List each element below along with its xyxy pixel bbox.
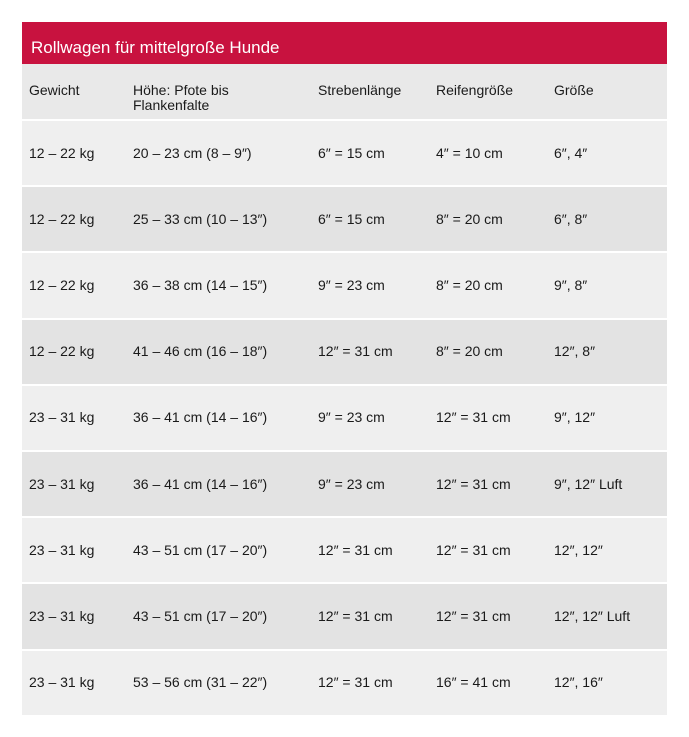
table-row [22, 649, 667, 715]
cell-size: 9″, 12″ Luft [554, 475, 623, 492]
cell-weight: 12 – 22 kg [29, 276, 95, 293]
cell-tire: 8″ = 20 cm [436, 210, 503, 227]
header-height [126, 83, 311, 113]
cell-weight: 12 – 22 kg [29, 144, 95, 161]
header-weight: Gewicht [29, 82, 80, 98]
cell-strut: 12″ = 31 cm [318, 607, 393, 624]
size-table [22, 22, 667, 715]
cell-strut: 12″ = 31 cm [318, 541, 393, 558]
cell-tire: 4″ = 10 cm [436, 144, 503, 161]
cell-tire: 12″ = 31 cm [436, 409, 511, 426]
cell-tire: 12″ = 31 cm [436, 607, 511, 624]
table-row [22, 516, 667, 582]
table-row [22, 582, 667, 648]
cell-height: 43 – 51 cm (17 – 20″) [133, 607, 268, 624]
cell-size: 6″, 8″ [554, 210, 588, 227]
header-strut-length: Strebenlänge [318, 82, 402, 98]
cell-height: 53 – 56 cm (31 – 22″) [133, 674, 268, 691]
table-row [22, 318, 667, 384]
cell-size: 6″, 4″ [554, 144, 588, 161]
cell-height: 41 – 46 cm (16 – 18″) [133, 343, 268, 360]
header-tire-size: Reifengröße [436, 82, 514, 98]
cell-strut: 12″ = 31 cm [318, 343, 393, 360]
cell-weight: 12 – 22 kg [29, 210, 95, 227]
header-size: Größe [554, 82, 594, 98]
cell-height: 36 – 41 cm (14 – 16″) [133, 409, 268, 426]
cell-tire: 8″ = 20 cm [436, 343, 503, 360]
cell-tire: 16″ = 41 cm [436, 674, 511, 691]
cell-size: 12″, 12″ [554, 541, 603, 558]
cell-weight: 23 – 31 kg [29, 607, 95, 624]
table-title: Rollwagen für mittelgroße Hunde [22, 22, 667, 64]
table-header-row [22, 64, 667, 119]
table-row [22, 384, 667, 450]
cell-size: 9″, 12″ [554, 409, 596, 426]
cell-weight: 23 – 31 kg [29, 541, 95, 558]
cell-height: 25 – 33 cm (10 – 13″) [133, 210, 268, 227]
header-height-line2: Flankenfalte [133, 97, 210, 113]
cell-height: 43 – 51 cm (17 – 20″) [133, 541, 268, 558]
cell-height: 20 – 23 cm (8 – 9″) [133, 144, 252, 161]
cell-strut: 6″ = 15 cm [318, 210, 385, 227]
cell-tire: 8″ = 20 cm [436, 276, 503, 293]
cell-weight: 23 – 31 kg [29, 409, 95, 426]
table-row [22, 185, 667, 251]
cell-strut: 12″ = 31 cm [318, 674, 393, 691]
cell-height: 36 – 38 cm (14 – 15″) [133, 276, 268, 293]
cell-size: 9″, 8″ [554, 276, 588, 293]
table-row [22, 119, 667, 185]
cell-weight: 23 – 31 kg [29, 475, 95, 492]
table-row [22, 450, 667, 516]
cell-size: 12″, 12″ Luft [554, 607, 631, 624]
cell-height: 36 – 41 cm (14 – 16″) [133, 475, 268, 492]
cell-tire: 12″ = 31 cm [436, 475, 511, 492]
cell-size: 12″, 8″ [554, 343, 596, 360]
cell-tire: 12″ = 31 cm [436, 541, 511, 558]
cell-strut: 9″ = 23 cm [318, 276, 385, 293]
table-row [22, 251, 667, 317]
cell-size: 12″, 16″ [554, 674, 603, 691]
cell-strut: 9″ = 23 cm [318, 409, 385, 426]
cell-weight: 23 – 31 kg [29, 674, 95, 691]
cell-strut: 6″ = 15 cm [318, 144, 385, 161]
cell-strut: 9″ = 23 cm [318, 475, 385, 492]
header-height-line1: Höhe: Pfote bis [133, 82, 229, 98]
cell-weight: 12 – 22 kg [29, 343, 95, 360]
